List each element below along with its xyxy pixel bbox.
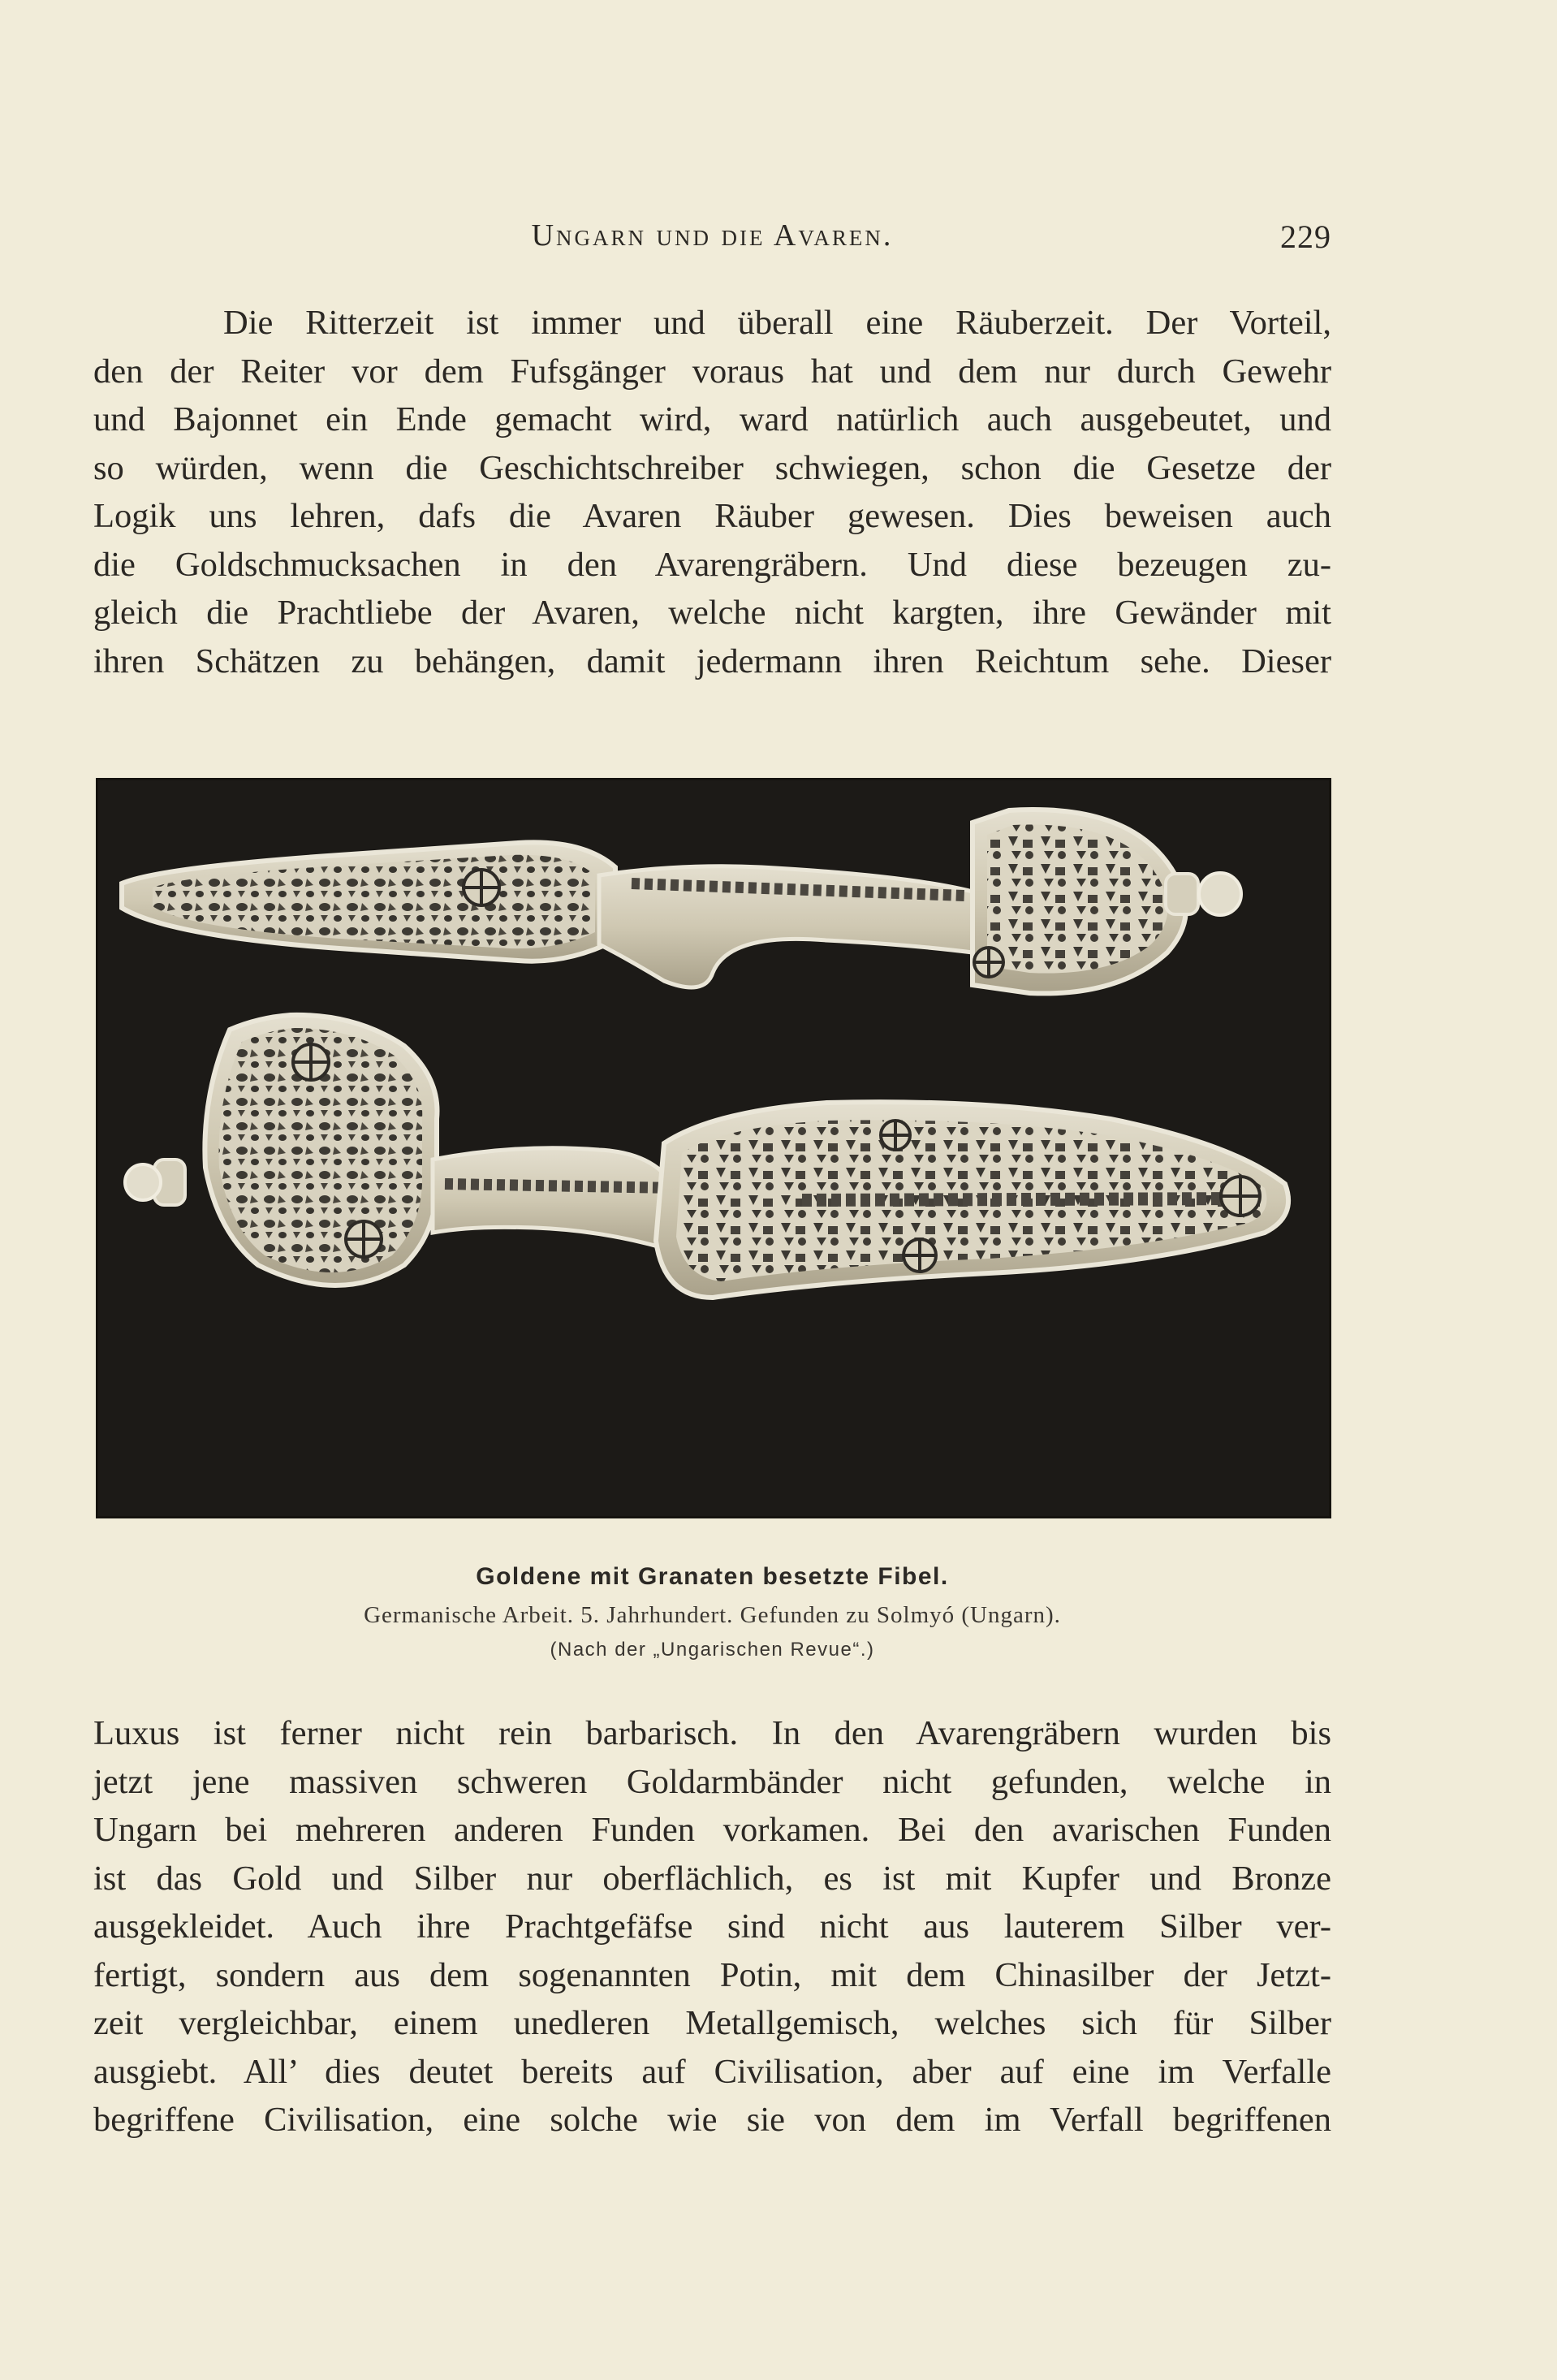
running-head [93, 218, 1331, 266]
fibula-illustration [96, 778, 1331, 1518]
upper-fibula [122, 810, 1241, 993]
text-line: gleich die Prachtliebe der Avaren, welche nicht kargten, ihre Gewänder mit [93, 594, 1331, 632]
page-number: 229 [1280, 218, 1331, 255]
text-line: so würden, wenn die Geschichtschreiber schwiegen, schon die Gesetze der [93, 448, 1331, 487]
paragraph-2 [93, 1709, 1331, 2145]
text-line: zeit vergleichbar, einem unedleren Metallgemisch, welches sich für Silber [93, 2004, 1331, 2042]
text-line: fertigt, sondern aus dem sogenannten Potin, mit dem Chinasilber der Jetzt- [93, 1955, 1331, 1994]
text-line: Logik uns lehren, dafs die Avaren Räuber gewesen. Dies beweisen auch [93, 497, 1331, 535]
text-line: Luxus ist ferner nicht rein barbarisch. In den Avarengräbern wurden bis [93, 1714, 1331, 1752]
text-line: jetzt jene massiven schweren Goldarmbänder nicht gefunden, welche in [93, 1762, 1331, 1801]
fibula-drawing [96, 778, 1331, 1518]
text-line: ihren Schätzen zu behängen, damit jedermann ihren Reichtum sehe. Dieser [93, 641, 1331, 680]
text-line: begriffene Civilisation, eine solche wie sie von dem im Verfall begriffenen [93, 2101, 1331, 2139]
text-line: ausgiebt. All’ dies deutet bereits auf Civilisation, aber auf eine im Verfalle [93, 2052, 1331, 2091]
text-line: und Bajonnet ein Ende gemacht wird, ward natürlich auch ausgebeutet, und [93, 400, 1331, 438]
text-line: Ungarn bei mehreren anderen Funden vorkamen. Bei den avarischen Funden [93, 1811, 1331, 1849]
text-line: Die Ritterzeit ist immer und überall eine Räuberzeit. Der Vorteil, [223, 304, 1331, 342]
text-line: den der Reiter vor dem Fufsgänger voraus hat und dem nur durch Gewehr [93, 352, 1331, 391]
text-line: ausgekleidet. Auch ihre Prachtgefäfse sind nicht aus lauterem Silber ver- [93, 1907, 1331, 1946]
figure-caption-title: Goldene mit Granaten besetzte Fibel. [476, 1563, 949, 1590]
paragraph-1 [93, 299, 1331, 685]
figure-caption-description: Germanische Arbeit. 5. Jahrhundert. Gefunden zu Solmyó (Ungarn). [364, 1602, 1061, 1628]
text-line: ist das Gold und Silber nur oberflächlich, es ist mit Kupfer und Bronze [93, 1859, 1331, 1898]
running-title: Ungarn und die Avaren. [531, 218, 894, 253]
figure-caption-source: (Nach der „Ungarischen Revue“.) [550, 1639, 875, 1661]
lower-fibula [125, 1015, 1288, 1298]
text-line: die Goldschmucksachen in den Avarengräbern. Und diese bezeugen zu- [93, 545, 1331, 584]
